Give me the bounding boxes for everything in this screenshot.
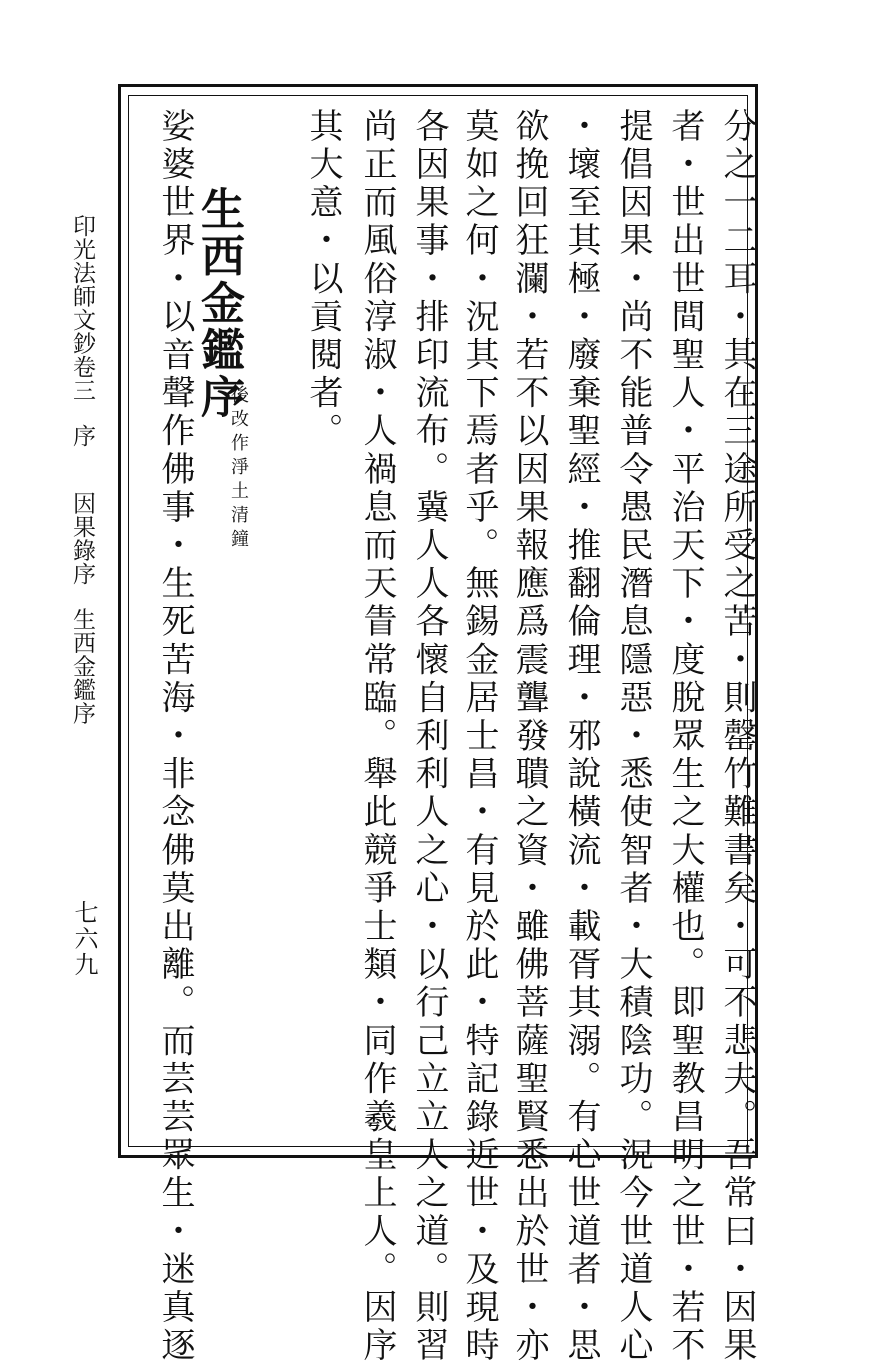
- margin-chapter-prev: 因果錄序: [69, 491, 95, 586]
- section-title: 生西金鑑序: [193, 186, 244, 421]
- text-column-3: 提倡因果・尚不能普令愚民潛息隱惡・悉使智者・大積陰功。況今世道人心: [613, 108, 653, 1365]
- margin-chapter-current: 生西金鑑序: [69, 607, 95, 725]
- text-column-5: 欲挽回狂瀾・若不以因果報應爲震聾發聵之資・雖佛菩薩聖賢悉出於世・亦: [509, 108, 549, 1365]
- text-column-6: 莫如之何・況其下焉者乎。無錫金居士昌・有見於此・特記錄近世・及現時: [459, 108, 499, 1365]
- text-column-2: 者・世出世間聖人・平治天下・度脫眾生之大權也。即聖教昌明之世・若不: [665, 108, 705, 1365]
- text-column-9: 其大意・以貢閱者。: [303, 108, 343, 451]
- margin-section: 序: [69, 424, 95, 448]
- text-column-4: ・壞至其極・廢棄聖經・推翻倫理・邪說橫流・載胥其溺。有心世道者・思: [561, 108, 601, 1365]
- margin-header: [70, 214, 93, 725]
- page-number: 七六九: [70, 900, 98, 978]
- margin-book-title: 印光法師文鈔卷三: [69, 214, 95, 402]
- section-subtitle: 後改作淨土清鐘: [228, 385, 249, 553]
- text-column-8: 尚正而風俗淳淑・人禍息而天眚常臨。舉此競爭士類・同作羲皇上人。因序: [357, 108, 397, 1365]
- text-column-7: 各因果事・排印流布。冀人人各懷自利利人之心・以行己立立人之道。則習: [409, 108, 449, 1365]
- text-column-1: 分之一二耳・其在三途所受之苦・則罄竹難書矣・可不悲夫。吾常曰・因果: [717, 108, 757, 1365]
- text-column-final: 娑婆世界・以音聲作佛事・生死苦海・非念佛莫出離。而芸芸眾生・迷真逐: [155, 108, 195, 1365]
